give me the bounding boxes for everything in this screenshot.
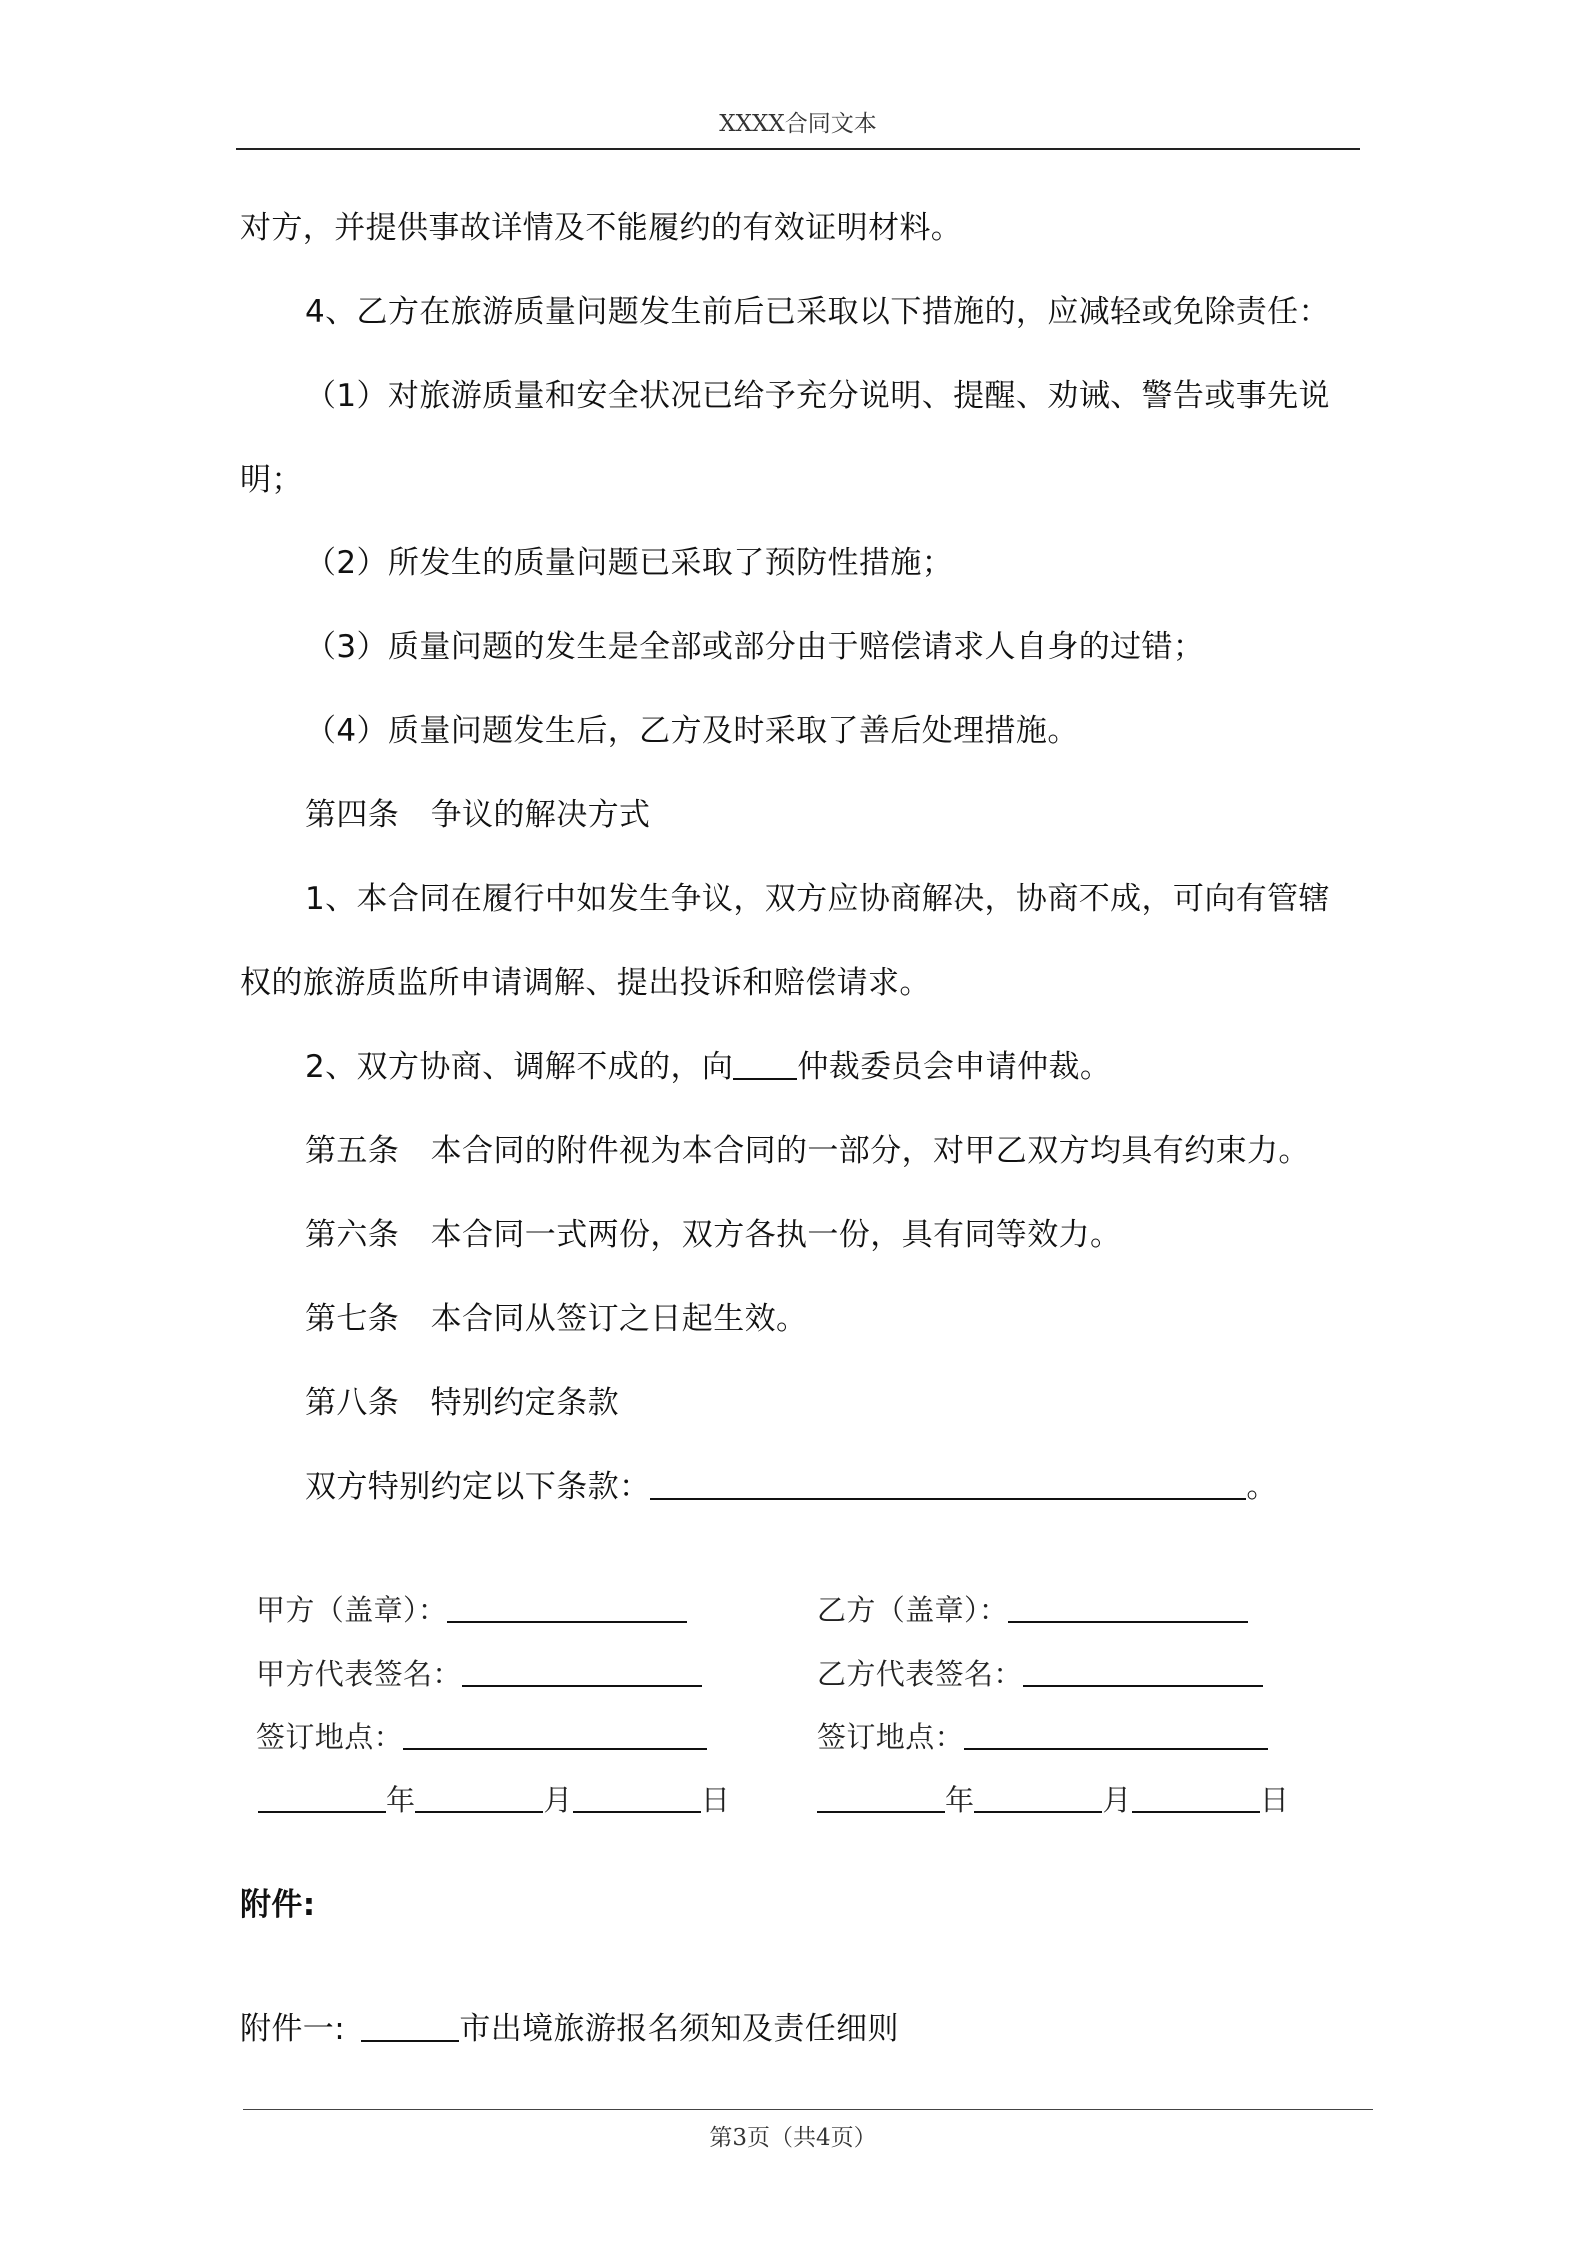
party-b-seal-field[interactable] — [1008, 1591, 1248, 1623]
date-a-day-field[interactable] — [573, 1781, 701, 1813]
party-b-rep-row — [817, 1654, 1263, 1694]
article-6: 第六条 本合同一式两份，双方各执一份，具有同等效力。 — [305, 1217, 1122, 1253]
date-a-year-field[interactable] — [258, 1781, 386, 1813]
year-label: 年 — [945, 1783, 975, 1817]
place-b-row — [817, 1717, 1268, 1757]
party-b-seal-row — [817, 1590, 1248, 1630]
article-4-clause-1-line-1: 1、本合同在履行中如发生争议，双方应协商解决，协商不成，可向有管辖 — [305, 881, 1330, 917]
party-a-rep-label: 甲方代表签名： — [256, 1657, 462, 1691]
sub-item-1-line-1: （1）对旅游质量和安全状况已给予充分说明、提醒、劝诫、警告或事先说 — [305, 378, 1330, 414]
special-terms-line — [305, 1467, 1278, 1507]
year-label: 年 — [386, 1783, 416, 1817]
month-label: 月 — [1102, 1783, 1132, 1817]
month-label: 月 — [543, 1783, 573, 1817]
sub-item-4: （4）质量问题发生后，乙方及时采取了善后处理措施。 — [305, 713, 1079, 749]
place-a-row — [256, 1717, 707, 1757]
party-b-rep-label: 乙方代表签名： — [817, 1657, 1023, 1691]
article-4-clause-1-line-2: 权的旅游质监所申请调解、提出投诉和赔偿请求。 — [240, 965, 931, 1001]
place-a-field[interactable] — [403, 1718, 707, 1750]
special-terms-period: 。 — [1246, 1469, 1278, 1505]
party-a-seal-field[interactable] — [447, 1591, 687, 1623]
date-b-year-field[interactable] — [817, 1781, 945, 1813]
arbitration-blank-field[interactable] — [733, 1048, 797, 1080]
article-8-heading: 第八条 特别约定条款 — [305, 1385, 619, 1421]
party-a-rep-field[interactable] — [462, 1655, 702, 1687]
date-b-row — [817, 1780, 1289, 1820]
date-a-row — [258, 1780, 730, 1820]
sub-item-3: （3）质量问题的发生是全部或部分由于赔偿请求人自身的过错； — [305, 629, 1205, 665]
sub-item-1-line-2: 明； — [240, 462, 303, 498]
party-a-seal-row — [256, 1590, 687, 1630]
special-terms-label: 双方特别约定以下条款： — [305, 1469, 651, 1505]
date-a-month-field[interactable] — [415, 1781, 543, 1813]
article-4-clause-2 — [305, 1047, 1111, 1087]
day-label: 日 — [700, 1783, 731, 1817]
article-7: 第七条 本合同从签订之日起生效。 — [305, 1301, 808, 1337]
attachment-1-city-blank-field[interactable] — [361, 2010, 459, 2042]
date-b-day-field[interactable] — [1132, 1781, 1260, 1813]
article-5: 第五条 本合同的附件视为本合同的一部分，对甲乙双方均具有约束力。 — [305, 1133, 1310, 1169]
day-label: 日 — [1259, 1783, 1290, 1817]
party-b-seal-label: 乙方（盖章）： — [817, 1593, 1009, 1627]
place-b-label: 签订地点： — [817, 1720, 965, 1754]
clause-2-prefix: 2、双方协商、调解不成的，向 — [305, 1049, 734, 1085]
attachment-1 — [240, 2009, 899, 2049]
paragraph-continuation: 对方，并提供事故详情及不能履约的有效证明材料。 — [240, 210, 963, 246]
place-b-field[interactable] — [964, 1718, 1268, 1750]
attachment-1-label: 附件一: — [240, 2011, 346, 2047]
clause-2-suffix: 仲裁委员会申请仲裁。 — [797, 1049, 1112, 1085]
place-a-label: 签订地点： — [256, 1720, 404, 1754]
page-number: 第3页（共4页） — [709, 2125, 877, 2151]
party-b-rep-field[interactable] — [1023, 1655, 1263, 1687]
party-a-rep-row — [256, 1654, 702, 1694]
page-header: XXXX合同文本 — [236, 110, 1360, 150]
attachments-heading: 附件: — [240, 1887, 316, 1923]
clause-4-item: 4、乙方在旅游质量问题发生前后已采取以下措施的，应减轻或免除责任： — [305, 294, 1330, 330]
article-4-heading: 第四条 争议的解决方式 — [305, 797, 651, 833]
date-b-month-field[interactable] — [974, 1781, 1102, 1813]
attachment-1-title: 市出境旅游报名须知及责任细则 — [459, 2011, 899, 2047]
footer-divider — [243, 2109, 1373, 2110]
special-terms-blank-field[interactable] — [650, 1468, 1246, 1500]
sub-item-2: （2）所发生的质量问题已采取了预防性措施； — [305, 545, 954, 581]
party-a-seal-label: 甲方（盖章）： — [256, 1593, 448, 1627]
